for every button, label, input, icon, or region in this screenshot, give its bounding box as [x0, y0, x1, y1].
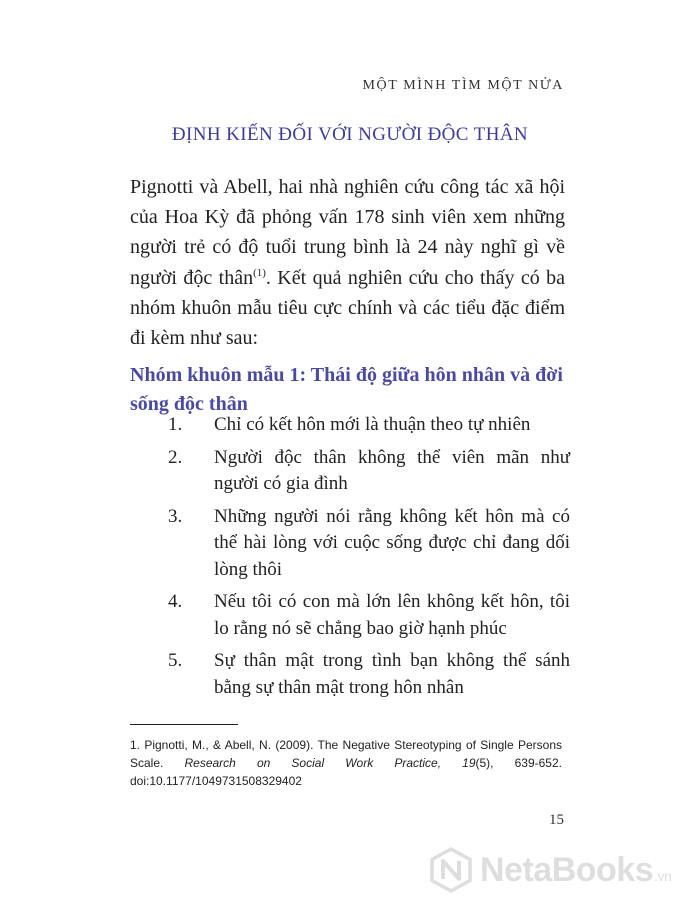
netabooks-logo-icon [428, 847, 474, 893]
list-item-number: 2. [168, 446, 183, 468]
footnote-lead: 1. Pignotti, M., & Abell, N. (2009). The Negative Stereotyping of Single Persons Scale. [130, 738, 562, 770]
watermark [428, 842, 698, 898]
list-item-text: Nếu tôi có con mà lớn lên không kết hôn, tôi lo rằng nó sẽ chẳng bao giờ hạnh phúc [214, 591, 570, 639]
list-item-text: Người độc thân không thể viên mãn như người có gia đình [214, 446, 570, 494]
list-item [130, 445, 570, 498]
intro-text-after: . Kết quả nghiên cứu cho thấy có ba nhóm khuôn mẫu tiêu cực chính và các tiểu đặc điểm đi kèm như sau: [130, 266, 565, 350]
list-item [130, 648, 570, 701]
running-header: MỘT MÌNH TÌM MỘT NỬA [362, 78, 564, 93]
watermark-suffix: .vn [654, 867, 672, 884]
footnote-reference[interactable]: (1) [253, 266, 266, 279]
page-number: 15 [549, 812, 564, 828]
list-item [130, 504, 570, 584]
intro-text-before: Pignotti và Abell, hai nhà nghiên cứu công tác xã hội của Hoa Kỳ đã phỏng vấn 178 sinh viên xem những người trẻ có độ tuổi trung bình là 24 này nghĩ gì về người độc thân [130, 176, 565, 289]
list-item-number: 3. [168, 505, 183, 527]
footnote-journal: Research on Social Work Practice, 19 [184, 756, 476, 770]
list-item [130, 589, 570, 642]
intro-paragraph [130, 172, 565, 353]
footnote-divider [130, 724, 238, 725]
list-item-number: 1. [168, 414, 183, 435]
list-item-text: Những người nói rằng không kết hôn mà có thể hài lòng với cuộc sống được chỉ đang dối lòng thôi [214, 505, 570, 580]
list-item-text: Chỉ có kết hôn mới là thuận theo tự nhiên [214, 414, 531, 435]
list-item [130, 412, 570, 439]
footnote-issue-pages: (5), 639-652. doi:10.1177/1049731508329402 [130, 756, 562, 788]
footnote [130, 736, 562, 790]
section-heading: Nhóm khuôn mẫu 1: Thái độ giữa hôn nhân và đời sống độc thân [130, 364, 563, 415]
list-item-number: 4. [168, 591, 183, 612]
chapter-title: ĐỊNH KIẾN ĐỐI VỚI NGƯỜI ĐỘC THÂN [171, 124, 529, 145]
list-item-text: Sự thân mật trong tình bạn không thể sánh bằng sự thân mật trong hôn nhân [214, 650, 570, 698]
list-item-number: 5. [168, 650, 183, 671]
watermark-brand-name: NetaBooks [480, 850, 654, 889]
watermark-brand [480, 851, 671, 890]
stereotype-list [130, 412, 570, 707]
